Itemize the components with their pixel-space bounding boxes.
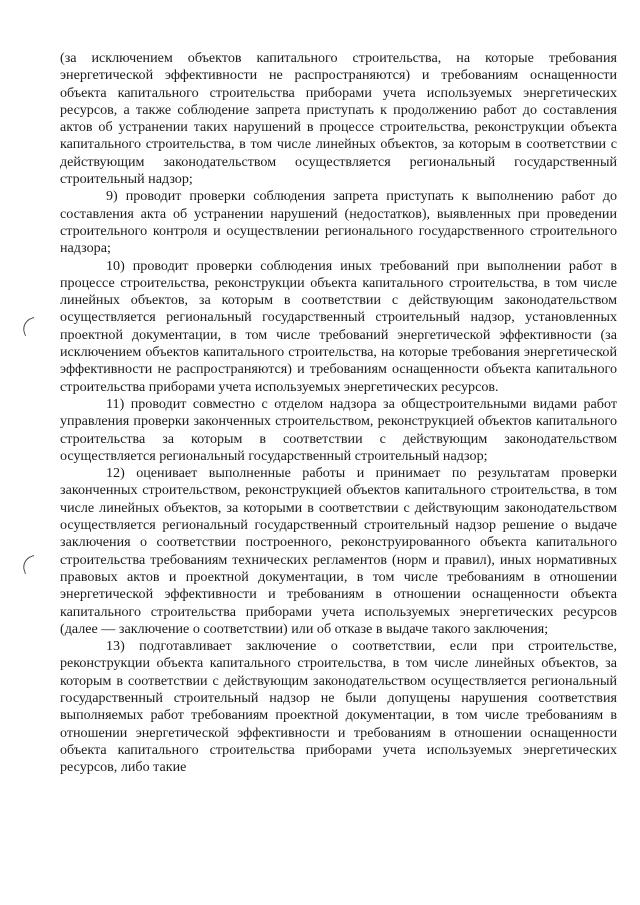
paragraph-item-9: 9) проводит проверки соблюдения запрета приступать к выполнению работ до составления акта об устранении нарушений (недостатков), выявленных при проведении строительного контроля и осуществлении регионального государственного строительного надзора; [60,188,617,257]
paragraph-item-12: 12) оценивает выполненные работы и принимает по результатам проверки законченных строительством, реконструкцией объектов капитального строительства, в том числе линейных объектов, за которыми в соответствии с действующим законодательством осуществляется региональный государственный строительный надзор решение о выдаче заключения о соответствии построенного, реконструированного объекта капитального строительства требованиям технических регламентов (норм и правил), иных нормативных правовых актов и проектной документации, в том числе требованиям в отношении энергетической эффективности и требованиям в отношении оснащенности объекта капитального строительства приборами учета используемых энергетических ресурсов (далее — заключение о соответствии) или об отказе в выдаче такого заключения; [60,465,617,637]
paragraph-item-11: 11) проводит совместно с отделом надзора за общестроительными видами работ управления проверки законченных строительством, реконструкцией объектов капитального строительства за которым в соответствии с действующим законодательством осуществляется региональный государственный строительный надзор; [60,395,617,464]
margin-pencil-mark [20,317,39,336]
document-body [60,50,617,776]
paragraph-item-10: 10) проводит проверки соблюдения иных требований при выполнении работ в процессе строительства, реконструкции объекта капитального строительства, в том числе линейных объектов, за которым в соответствии с действующим законодательством осуществляется региональный государственный строительный надзор, установленных проектной документации, в том числе требований энергетической эффективности (за исключением объектов капитального строительства, на которые требования энергетической эффективности не распространяются) и требованиям оснащенности объекта капитального строительства приборами учета используемых энергетических ресурсов. [60,257,617,395]
paragraph-item-13: 13) подготавливает заключение о соответствии, если при строительстве, реконструкции объекта капитального строительства, в том числе линейных объектов, за которым в соответствии с действующим законодательством осуществляется региональный государственный строительный надзор не были допущены нарушения соответствия выполняемых работ требованиям проектной документации, в том числе требованиям в отношении энергетической эффективности и требованиям в отношении оснащенности объекта капитального строительства приборами учета используемых энергетических ресурсов, либо такие [60,638,617,776]
paragraph-continuation: (за исключением объектов капитального строительства, на которые требования энергетической эффективности не распространяются) и требованиям оснащенности объекта капитального строительства приборами учета используемых энергетических ресурсов, а также соблюдение запрета приступать к продолжению работ до составления актов об устранении таких нарушений в процессе строительства, реконструкции объекта капитального строительства, в том числе линейных объектов, за которым в соответствии с действующим законодательством осуществляется региональный государственный строительный надзор; [60,50,617,188]
margin-pencil-mark [20,555,39,574]
